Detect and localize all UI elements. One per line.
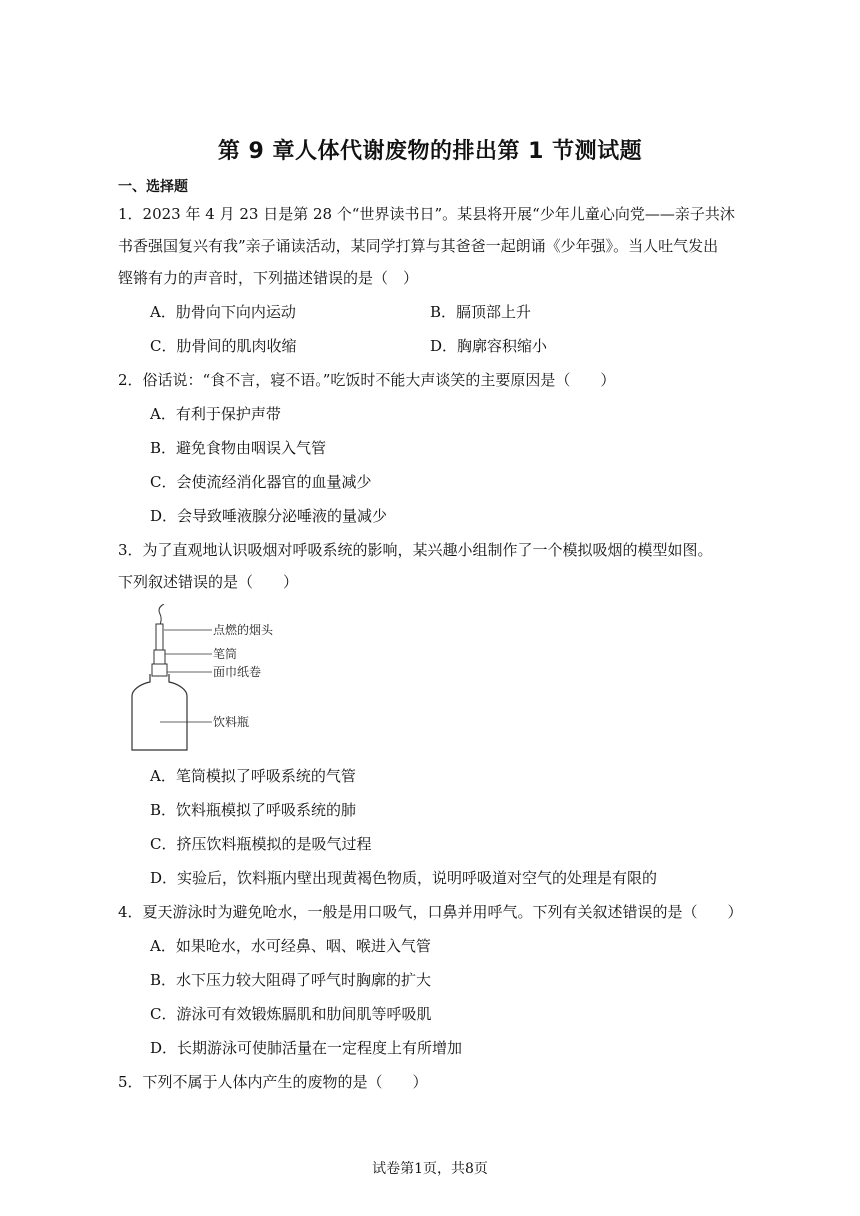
q4-option-c: C．游泳可有效锻炼膈肌和肋间肌等呼吸肌 — [150, 1005, 432, 1023]
q1-option-b: B．膈顶部上升 — [430, 303, 532, 321]
q3-option-b: B．饮料瓶模拟了呼吸系统的肺 — [150, 801, 357, 819]
q3-line-2: 下列叙述错误的是（ ） — [118, 573, 299, 591]
q4-option-b: B．水下压力较大阻碍了呼气时胸廓的扩大 — [150, 971, 432, 989]
label-lit-cigarette: 点燃的烟头 — [213, 623, 274, 637]
q3-option-a: A．笔筒模拟了呼吸系统的气管 — [150, 767, 356, 785]
q2-option-c: C．会使流经消化器官的血量减少 — [150, 473, 372, 491]
q1-option-d: D．胸廓容积缩小 — [430, 337, 548, 355]
label-tissue-roll: 面巾纸卷 — [213, 665, 262, 679]
q4-option-a: A．如果呛水，水可经鼻、咽、喉进入气管 — [150, 937, 431, 955]
q4-line-1: 4．夏天游泳时为避免呛水，一般是用口吸气，口鼻并用呼气。下列有关叙述错误的是（ ） — [118, 903, 743, 921]
label-drink-bottle: 饮料瓶 — [213, 715, 250, 729]
q2-option-a: A．有利于保护声带 — [150, 405, 281, 423]
q1-line-1: 1．2023 年 4 月 23 日是第 28 个“世界读书日”。某县将开展“少年儿童心向党——亲子共沐 — [118, 205, 735, 223]
q3-option-c: C．挤压饮料瓶模拟的是吸气过程 — [150, 835, 372, 853]
q1-option-a: A．肋骨向下向内运动 — [150, 303, 296, 321]
label-pen-tube: 笔筒 — [213, 647, 238, 661]
q4-option-d: D．长期游泳可使肺活量在一定程度上有所增加 — [150, 1039, 463, 1057]
page-footer: 试卷第1页，共8页 — [372, 1161, 488, 1177]
q5-line-1: 5．下列不属于人体内产生的废物的是（ ） — [118, 1073, 428, 1091]
smoking-model-figure — [126, 604, 286, 756]
tissue-roll — [152, 664, 167, 676]
section-heading: 一、选择题 — [118, 179, 188, 195]
cigarette — [156, 624, 163, 650]
q2-option-b: B．避免食物由咽误入气管 — [150, 439, 327, 457]
q3-line-1: 3．为了直观地认识吸烟对呼吸系统的影响，某兴趣小组制作了一个模拟吸烟的模型如图。 — [118, 541, 713, 559]
q2-line-1: 2．俗话说：“食不言，寝不语。”吃饭时不能大声谈笑的主要原因是（ ） — [118, 371, 616, 389]
q2-option-d: D．会导致唾液腺分泌唾液的量减少 — [150, 507, 388, 525]
q3-option-d: D．实验后，饮料瓶内壁出现黄褐色物质，说明呼吸道对空气的处理是有限的 — [150, 869, 658, 887]
q1-option-c: C．肋骨间的肌肉收缩 — [150, 337, 297, 355]
q1-line-2: 书香强国复兴有我”亲子诵读活动，某同学打算与其爸爸一起朗诵《少年强》。当人吐气发出 — [118, 237, 719, 255]
bottle-outline — [132, 674, 187, 750]
q1-line-3: 铿锵有力的声音时，下列描述错误的是（ ） — [118, 269, 419, 287]
page-title: 第 9 章人体代谢废物的排出第 1 节测试题 — [217, 139, 643, 164]
